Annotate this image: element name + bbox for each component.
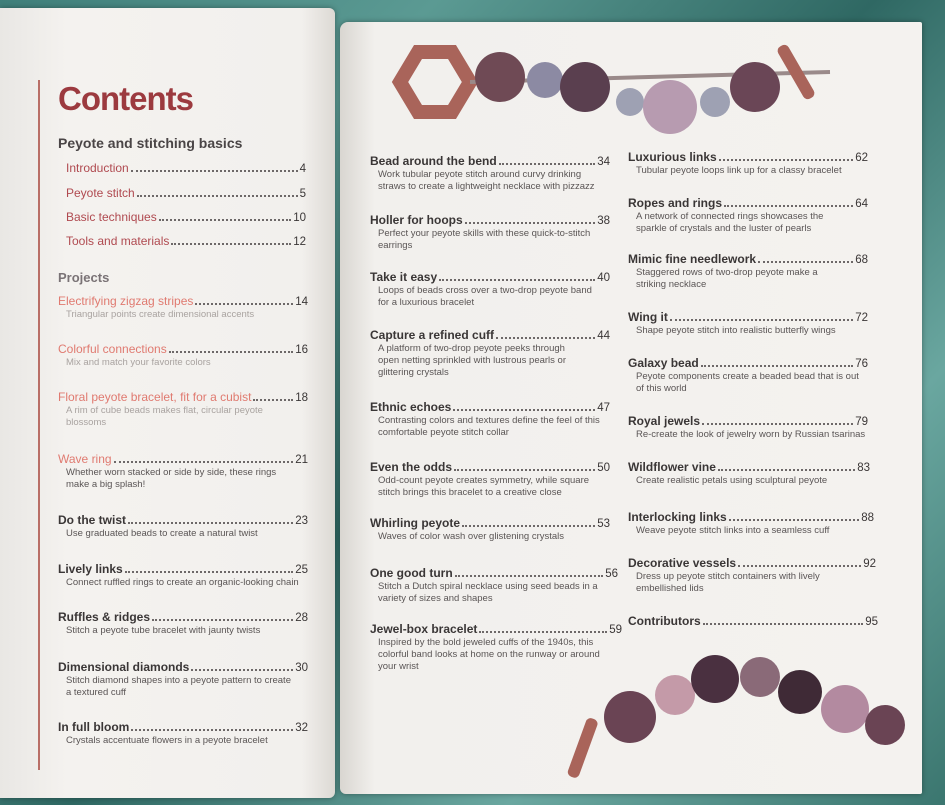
toc-entry[interactable]: Do the twist 23 Use graduated beads to create a natural twist	[58, 513, 308, 539]
toc-entry[interactable]: Lively links 25 Connect ruffled rings to create an organic-looking chain	[58, 562, 308, 588]
toc-entry[interactable]: Basic techniques 10	[66, 210, 306, 224]
toc-entry[interactable]: Even the odds 50 Odd-count peyote creates symmetry, while square stitch brings this bracelet to a creative close	[370, 460, 610, 498]
bracelet-photo-bottom	[555, 647, 915, 787]
basics-heading: Peyote and stitching basics	[58, 135, 243, 151]
toc-entry[interactable]: In full bloom 32 Crystals accentuate flowers in a peyote bracelet	[58, 720, 308, 746]
bracelet-photo-top	[390, 32, 840, 142]
right-page	[340, 22, 922, 794]
toc-entry[interactable]: Contributors 95	[628, 614, 878, 628]
toc-entry[interactable]: Floral peyote bracelet, fit for a cubist 18 A rim of cube beads makes flat, circular peyote blossoms	[58, 390, 308, 428]
projects-heading: Projects	[58, 270, 110, 285]
hexagon-bead	[400, 52, 470, 112]
contents-title: Contents	[58, 80, 193, 117]
toc-entry[interactable]: Take it easy 40 Loops of beads cross over a two-drop peyote band for a luxurious bracelet	[370, 270, 610, 308]
toc-entry[interactable]: Royal jewels 79 Re-create the look of jewelry worn by Russian tsarinas	[628, 414, 868, 440]
toc-entry[interactable]: Wave ring 21 Whether worn stacked or side by side, these rings make a big splash!	[58, 452, 308, 490]
toc-entry[interactable]: Luxurious links 62 Tubular peyote loops link up for a classy bracelet	[628, 150, 868, 176]
toc-entry[interactable]: One good turn 56 Stitch a Dutch spiral necklace using seed beads in a variety of sizes and shapes	[370, 566, 618, 604]
toc-entry[interactable]: Galaxy bead 76 Peyote components create a beaded bead that is out of this world	[628, 356, 868, 394]
toc-entry[interactable]: Ethnic echoes 47 Contrasting colors and textures define the feel of this comfortable peyote stitch collar	[370, 400, 610, 438]
toc-entry[interactable]: Decorative vessels 92 Dress up peyote stitch containers with lively embellished lids	[628, 556, 876, 594]
toc-entry[interactable]: Introduction 4	[66, 161, 306, 175]
accent-rule	[38, 80, 40, 770]
toc-entry[interactable]: Mimic fine needlework 68 Staggered rows of two-drop peyote make a striking necklace	[628, 252, 868, 290]
toc-entry[interactable]: Peyote stitch 5	[66, 186, 306, 200]
toc-entry[interactable]: Whirling peyote 53 Waves of color wash over glistening crystals	[370, 516, 610, 542]
toc-entry[interactable]: Ropes and rings 64 A network of connected rings showcases the sparkle of crystals and the luster of pearls	[628, 196, 868, 234]
toc-entry[interactable]: Jewel-box bracelet 59 Inspired by the bold jeweled cuffs of the 1940s, this colorful band looks at home on the runway or around your wrist	[370, 622, 622, 672]
toc-entry[interactable]: Interlocking links 88 Weave peyote stitch links into a seamless cuff	[628, 510, 874, 536]
toc-entry[interactable]: Wildflower vine 83 Create realistic petals using sculptural peyote	[628, 460, 870, 486]
toc-entry[interactable]: Wing it 72 Shape peyote stitch into realistic butterfly wings	[628, 310, 868, 336]
toc-entry[interactable]: Colorful connections 16 Mix and match your favorite colors	[58, 342, 308, 368]
toc-entry[interactable]: Dimensional diamonds 30 Stitch diamond shapes into a peyote pattern to create a textured cuff	[58, 660, 308, 698]
toc-entry[interactable]: Tools and materials 12	[66, 234, 306, 248]
toc-entry[interactable]: Bead around the bend 34 Work tubular peyote stitch around curvy drinking straws to create a lightweight necklace with pizzazz	[370, 154, 610, 192]
toc-entry[interactable]: Holler for hoops 38 Perfect your peyote skills with these quick-to-stitch earrings	[370, 213, 610, 251]
toc-entry[interactable]: Ruffles & ridges 28 Stitch a peyote tube bracelet with jaunty twists	[58, 610, 308, 636]
toc-entry[interactable]: Capture a refined cuff 44 A platform of two-drop peyote peeks through open netting sprinkled with lustrous pearls or glittering crystals	[370, 328, 610, 378]
left-page	[0, 8, 335, 798]
toc-entry[interactable]: Electrifying zigzag stripes 14 Triangular points create dimensional accents	[58, 294, 308, 320]
